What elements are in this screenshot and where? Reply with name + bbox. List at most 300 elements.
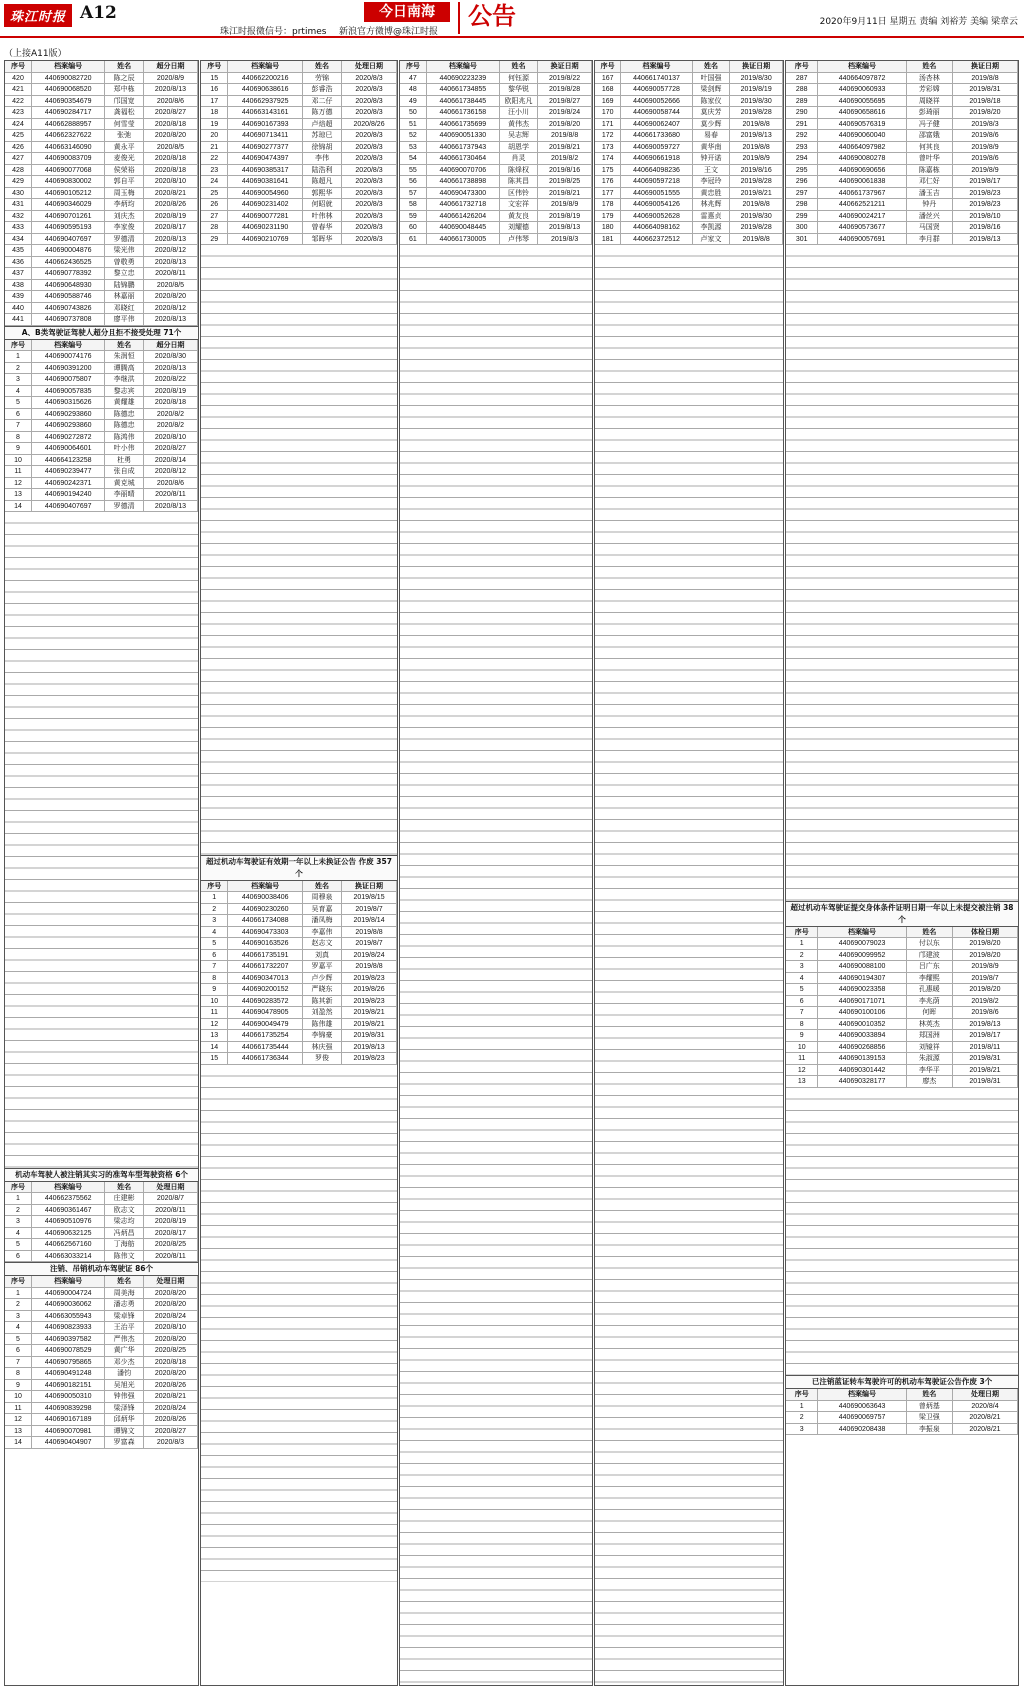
table-cell: 刘耀德	[500, 222, 538, 234]
table-cell: 440690060933	[818, 84, 906, 96]
table-cell: 2019/8/20	[953, 107, 1018, 119]
table-cell: 440662375562	[32, 1193, 105, 1205]
table-cell: 440690778392	[32, 268, 105, 280]
table-cell: 440690638616	[228, 84, 302, 96]
table-cell: 440690510976	[32, 1216, 105, 1228]
table-cell: 440690346029	[32, 199, 105, 211]
table-cell: 440661736158	[427, 107, 500, 119]
table-cell: 易春	[693, 130, 731, 142]
table-cell: 朱淑源	[907, 1053, 953, 1065]
table-cell: 176	[595, 176, 621, 188]
table-header-cell: 序号	[400, 61, 427, 73]
table-cell: 6	[201, 950, 228, 962]
table-cell: 440690048445	[427, 222, 500, 234]
table-cell: 2020/8/26	[144, 1380, 198, 1392]
table-cell: 440690200152	[228, 984, 302, 996]
caption-cancelled: 注销、吊销机动车驾驶证 86个	[5, 1262, 198, 1276]
table-cell: 2019/8/16	[538, 165, 592, 177]
table-cell: 440690064601	[32, 443, 105, 455]
table-header-cell: 序号	[786, 1389, 818, 1401]
table-cell: 陈德忠	[105, 409, 144, 421]
table-block	[786, 1389, 1018, 1435]
table-cell: 4	[786, 973, 818, 985]
table-cell: 440664123258	[32, 455, 105, 467]
table-cell: 郭熙华	[303, 188, 342, 200]
table-cell: 434	[5, 234, 32, 246]
table-cell: 陈万德	[303, 107, 342, 119]
table-cell: 297	[786, 188, 818, 200]
table-cell: 440662937925	[228, 96, 302, 108]
table-header-cell: 姓名	[303, 61, 342, 73]
table-cell: 4	[5, 386, 32, 398]
table-cell: 440690823933	[32, 1322, 105, 1334]
table-cell: 2020/8/26	[144, 1414, 198, 1426]
table-cell: 440690051330	[427, 130, 500, 142]
table-cell: 440690210769	[228, 234, 302, 246]
table-cell: 13	[5, 1426, 32, 1438]
table-cell: 刘盈然	[303, 1007, 342, 1019]
table-cell: 2020/8/3	[144, 1437, 198, 1449]
table-cell: 梁卫强	[907, 1412, 953, 1424]
table-cell: 8	[201, 973, 228, 985]
table-header-cell: 档案编号	[32, 61, 105, 73]
table-cell: 29	[201, 234, 228, 246]
table-cell: 300	[786, 222, 818, 234]
table-cell: 2020/8/24	[144, 1311, 198, 1323]
table-cell: 潘丝兴	[907, 211, 953, 223]
table-cell: 52	[400, 130, 427, 142]
table-cell: 2	[5, 1205, 32, 1217]
table-cell: 440661735699	[427, 119, 500, 131]
table-cell: 21	[201, 142, 228, 154]
table-header-cell: 姓名	[105, 61, 144, 73]
dateline: 2020年9月11日 星期五 责编 刘裕芳 美编 梁章云	[819, 17, 1018, 27]
table-cell: 12	[5, 1414, 32, 1426]
masthead-divider	[458, 2, 460, 34]
table-cell: 440690167189	[32, 1414, 105, 1426]
table-cell: 440690231190	[228, 222, 302, 234]
table-cell: 440690004876	[32, 245, 105, 257]
table-cell: 郑国洲	[907, 1030, 953, 1042]
table-cell: 2019/8/15	[342, 892, 397, 904]
table-cell: 莫庆芳	[693, 107, 731, 119]
column-3	[399, 60, 593, 1686]
table-block	[786, 61, 1018, 901]
records-table	[786, 927, 1018, 1088]
table-cell: 2019/8/20	[953, 938, 1018, 950]
table-cell: 440661734855	[427, 84, 500, 96]
table-cell: 7	[5, 420, 32, 432]
table-header-cell: 档案编号	[818, 61, 906, 73]
table-cell: 295	[786, 165, 818, 177]
newspaper-logo: 珠江时报	[4, 4, 72, 27]
table-cell: 440690478905	[228, 1007, 302, 1019]
table-cell: 440690038406	[228, 892, 302, 904]
table-cell: 2020/8/20	[144, 1368, 198, 1380]
table-cell: 440661737943	[427, 142, 500, 154]
table-block	[5, 340, 198, 1168]
table-cell: 2019/8/19	[538, 211, 592, 223]
table-cell: 1	[786, 938, 818, 950]
table-cell: 1	[786, 1401, 818, 1413]
table-cell: 李华平	[907, 1065, 953, 1077]
table-cell: 6	[786, 996, 818, 1008]
table-cell: 2020/8/3	[342, 165, 397, 177]
table-cell: 440661733680	[621, 130, 692, 142]
table-cell: 293	[786, 142, 818, 154]
table-cell: 2019/8/28	[730, 107, 783, 119]
table-cell: 50	[400, 107, 427, 119]
table-cell: 孔惠暖	[907, 984, 953, 996]
table-cell: 431	[5, 199, 32, 211]
table-header-cell: 档案编号	[32, 1182, 105, 1194]
table-cell: 440690100106	[818, 1007, 906, 1019]
table-cell: 2020/8/2	[144, 420, 198, 432]
table-cell: 何其良	[907, 142, 953, 154]
table-cell: 440690473300	[427, 188, 500, 200]
table-cell: 2019/8/8	[538, 130, 592, 142]
table-cell: 170	[595, 107, 621, 119]
table-cell: 440690223239	[427, 73, 500, 85]
table-cell: 437	[5, 268, 32, 280]
table-cell: 298	[786, 199, 818, 211]
table-cell: 谭锦文	[105, 1426, 144, 1438]
table-cell: 2020/8/14	[144, 455, 198, 467]
table-cell: 何雪莹	[105, 119, 144, 131]
table-continuation	[595, 245, 783, 1683]
table-cell: 2020/8/10	[144, 176, 198, 188]
table-cell: 2020/8/19	[144, 386, 198, 398]
table-cell: 2019/8/30	[730, 73, 783, 85]
table-cell: 2020/8/21	[144, 188, 198, 200]
table-continuation	[5, 512, 198, 1168]
table-cell: 426	[5, 142, 32, 154]
table-cell: 潘钧	[105, 1368, 144, 1380]
table-cell: 2	[5, 363, 32, 375]
table-cell: 严伟杰	[105, 1334, 144, 1346]
table-cell: 2020/8/21	[144, 1391, 198, 1403]
table-cell: 朱润恒	[105, 351, 144, 363]
table-header-cell: 序号	[5, 340, 32, 352]
table-header-cell: 档案编号	[228, 61, 302, 73]
table-cell: 11	[5, 1403, 32, 1415]
table-cell: 陈伟文	[105, 1251, 144, 1263]
table-cell: 438	[5, 280, 32, 292]
table-cell: 440690347013	[228, 973, 302, 985]
table-cell: 彭琦丽	[907, 107, 953, 119]
table-cell: 黄华南	[693, 142, 731, 154]
table-cell: 廖杰	[907, 1076, 953, 1088]
table-cell: 440690075807	[32, 374, 105, 386]
table-cell: 177	[595, 188, 621, 200]
table-cell: 440690050310	[32, 1391, 105, 1403]
table-cell: 吴志辉	[500, 130, 538, 142]
table-cell: 440664098236	[621, 165, 692, 177]
table-cell: 卢焙超	[303, 119, 342, 131]
table-cell: 440690167393	[228, 119, 302, 131]
table-cell: 440690284717	[32, 107, 105, 119]
table-cell: 2019/8/19	[730, 84, 783, 96]
table-cell: 440661736344	[228, 1053, 302, 1065]
table-cell: 7	[201, 961, 228, 973]
table-cell: 李凯源	[693, 222, 731, 234]
table-cell: 邵富娥	[907, 130, 953, 142]
table-cell: 440690597218	[621, 176, 692, 188]
table-cell: 2020/8/3	[342, 73, 397, 85]
table-cell: 2019/8/17	[953, 176, 1018, 188]
table-cell: 2019/8/10	[953, 211, 1018, 223]
table-cell: 2019/8/20	[953, 984, 1018, 996]
table-cell: 2019/8/20	[953, 950, 1018, 962]
table-cell: 钟丹	[907, 199, 953, 211]
table-cell: 周美海	[105, 1288, 144, 1300]
table-header-cell: 处理日期	[144, 1182, 198, 1194]
table-cell: 49	[400, 96, 427, 108]
table-cell: 叶国强	[693, 73, 731, 85]
table-cell: 2020/8/3	[342, 153, 397, 165]
table-cell: 2	[786, 950, 818, 962]
table-cell: 13	[786, 1076, 818, 1088]
table-cell: 叶小伟	[105, 443, 144, 455]
table-cell: 435	[5, 245, 32, 257]
table-cell: 440690057691	[818, 234, 906, 246]
table-cell: 罗德清	[105, 234, 144, 246]
table-cell: 2019/8/20	[538, 119, 592, 131]
table-cell: 440690033894	[818, 1030, 906, 1042]
table-cell: 9	[5, 1380, 32, 1392]
table-cell: 2020/8/25	[144, 1345, 198, 1357]
table-cell: 2020/8/27	[144, 1426, 198, 1438]
table-cell: 16	[201, 84, 228, 96]
table-cell: 440664097982	[818, 142, 906, 154]
table-cell: 440690105212	[32, 188, 105, 200]
table-cell: 2020/8/6	[144, 96, 198, 108]
table-cell: 王治平	[105, 1322, 144, 1334]
table-cell: 曾春华	[303, 222, 342, 234]
table-cell: 郑中栋	[105, 84, 144, 96]
table-cell: 2020/8/11	[144, 1251, 198, 1263]
table-cell: 436	[5, 257, 32, 269]
table-cell: 440690061838	[818, 176, 906, 188]
table-cell: 卢少辉	[303, 973, 342, 985]
table-cell: 11	[5, 466, 32, 478]
table-cell: 2019/8/14	[342, 915, 397, 927]
table-cell: 2019/8/23	[342, 973, 397, 985]
table-block	[5, 1182, 198, 1263]
table-cell: 黄克城	[105, 478, 144, 490]
table-cell: 2020/8/18	[144, 153, 198, 165]
table-header-cell: 姓名	[907, 61, 953, 73]
table-cell: 11	[201, 1007, 228, 1019]
table-cell: 2019/8/7	[953, 973, 1018, 985]
table-cell: 2019/8/31	[953, 1053, 1018, 1065]
table-cell: 27	[201, 211, 228, 223]
table-cell: 3	[786, 961, 818, 973]
table-cell: 48	[400, 84, 427, 96]
table-cell: 440664097872	[818, 73, 906, 85]
table-cell: 5	[5, 397, 32, 409]
table-cell: 2019/8/13	[538, 222, 592, 234]
table-cell: 17	[201, 96, 228, 108]
table-cell: 440690272872	[32, 432, 105, 444]
table-cell: 黄耀雄	[105, 397, 144, 409]
table-cell: 14	[5, 501, 32, 513]
table-cell: 李冠玲	[693, 176, 731, 188]
table-cell: 440661738898	[427, 176, 500, 188]
records-table	[201, 881, 397, 1065]
wechat-id: 珠江时报微信号：prtimes	[220, 27, 327, 37]
table-cell: 291	[786, 119, 818, 131]
table-cell: 9	[786, 1030, 818, 1042]
table-cell: 440661737967	[818, 188, 906, 200]
table-cell: 邓二仔	[303, 96, 342, 108]
table-cell: 曾叶华	[907, 153, 953, 165]
table-cell: 谭腾高	[105, 363, 144, 375]
table-cell: 2020/8/17	[144, 222, 198, 234]
table-cell: 440690713411	[228, 130, 302, 142]
table-cell: 421	[5, 84, 32, 96]
table-cell: 2020/8/20	[144, 1288, 198, 1300]
table-cell: 440690407697	[32, 234, 105, 246]
table-header-cell: 档案编号	[32, 1276, 105, 1288]
table-cell: 440690070706	[427, 165, 500, 177]
table-cell: 2020/8/11	[144, 489, 198, 501]
table-cell: 440690194240	[32, 489, 105, 501]
table-header-cell: 换证日期	[538, 61, 592, 73]
table-cell: 12	[5, 478, 32, 490]
table-cell: 邝国宽	[105, 96, 144, 108]
table-cell: 440661735254	[228, 1030, 302, 1042]
table-cell: 2019/8/2	[538, 153, 592, 165]
table-cell: 2019/8/8	[730, 119, 783, 131]
table-cell: 2019/8/11	[953, 1042, 1018, 1054]
table-cell: 440690063643	[818, 1401, 906, 1413]
table-cell: 黄忠胜	[693, 188, 731, 200]
table-cell: 罗俊	[303, 1053, 342, 1065]
table-cell: 2019/8/9	[538, 199, 592, 211]
table-cell: 林庆强	[303, 1042, 342, 1054]
table-cell: 9	[201, 984, 228, 996]
table-cell: 26	[201, 199, 228, 211]
table-block	[201, 881, 397, 1583]
table-cell: 440690077281	[228, 211, 302, 223]
table-cell: 440661738445	[427, 96, 500, 108]
table-cell: 2019/8/23	[342, 1053, 397, 1065]
table-cell: 178	[595, 199, 621, 211]
table-cell: 林嘉丽	[105, 291, 144, 303]
table-cell: 汤杏林	[907, 73, 953, 85]
table-cell: 梁泽锋	[105, 1403, 144, 1415]
table-cell: 吴育嘉	[303, 904, 342, 916]
table-cell: 2	[786, 1412, 818, 1424]
table-cell: 2019/8/9	[953, 142, 1018, 154]
table-cell: 2020/8/12	[144, 245, 198, 257]
table-cell: 15	[201, 73, 228, 85]
table-cell: 440662888957	[32, 119, 105, 131]
table-cell: 吴旭光	[105, 1380, 144, 1392]
table-cell: 2019/8/6	[953, 130, 1018, 142]
table-cell: 440690208438	[818, 1424, 906, 1436]
table-cell: 罗富森	[105, 1437, 144, 1449]
table-cell: 2019/8/25	[538, 176, 592, 188]
table-cell: 马国贤	[907, 222, 953, 234]
table-cell: 440690576319	[818, 119, 906, 131]
table-cell: 440690182151	[32, 1380, 105, 1392]
table-cell: 陈超凡	[303, 176, 342, 188]
table-cell: 440690057728	[621, 84, 692, 96]
table-cell: 张弛	[105, 130, 144, 142]
table-cell: 2019/8/28	[730, 222, 783, 234]
table-cell: 440661734088	[228, 915, 302, 927]
table-cell: 张自成	[105, 466, 144, 478]
page-number: A12	[80, 3, 117, 23]
table-cell: 2019/8/26	[342, 984, 397, 996]
table-cell: 2020/8/20	[144, 1299, 198, 1311]
table-cell: 黎华锐	[500, 84, 538, 96]
table-cell: 李继洪	[105, 374, 144, 386]
table-header-cell: 档案编号	[427, 61, 500, 73]
table-cell: 22	[201, 153, 228, 165]
table-cell: 2019/8/13	[342, 1042, 397, 1054]
table-cell: 2019/8/3	[538, 234, 592, 246]
table-header-cell: 处理日期	[953, 1389, 1018, 1401]
table-cell: 3	[5, 1216, 32, 1228]
table-cell: 2020/8/9	[144, 73, 198, 85]
table-cell: 440690328177	[818, 1076, 906, 1088]
table-cell: 2020/8/20	[144, 1334, 198, 1346]
table-cell: 175	[595, 165, 621, 177]
table-cell: 2020/8/11	[144, 268, 198, 280]
table-cell: 2020/8/18	[144, 165, 198, 177]
table-cell: 李家俊	[105, 222, 144, 234]
table-cell: 439	[5, 291, 32, 303]
table-cell: 10	[786, 1042, 818, 1054]
table-cell: 61	[400, 234, 427, 246]
table-cell: 赵志文	[303, 938, 342, 950]
table-block	[786, 927, 1018, 1376]
table-cell: 严晓东	[303, 984, 342, 996]
caption-license-void: 已注销蓝证转车驾驶许可的机动车驾驶证公告作废 3个	[786, 1375, 1018, 1389]
table-cell: 7	[786, 1007, 818, 1019]
table-cell: 刘庆杰	[105, 211, 144, 223]
table-cell: 60	[400, 222, 427, 234]
table-cell: 440690069757	[818, 1412, 906, 1424]
table-cell: 欧志文	[105, 1205, 144, 1217]
table-cell: 47	[400, 73, 427, 85]
table-cell: 陆锦鹏	[105, 280, 144, 292]
column-2	[200, 60, 398, 1686]
table-cell: 9	[5, 443, 32, 455]
table-cell: 陈烽权	[500, 165, 538, 177]
table-cell: 2019/8/31	[953, 1076, 1018, 1088]
table-cell: 54	[400, 153, 427, 165]
table-block	[400, 61, 592, 1683]
table-cell: 2019/8/27	[538, 96, 592, 108]
table-cell: 2020/8/19	[144, 211, 198, 223]
table-cell: 440690230260	[228, 904, 302, 916]
table-cell: 付以东	[907, 938, 953, 950]
table-cell: 440690060040	[818, 130, 906, 142]
table-cell: 440690277377	[228, 142, 302, 154]
table-cell: 432	[5, 211, 32, 223]
table-cell: 13	[5, 489, 32, 501]
table-cell: 罗德清	[105, 501, 144, 513]
table-cell: 440690059727	[621, 142, 692, 154]
table-header-cell: 序号	[201, 61, 228, 73]
table-cell: 2020/8/25	[144, 1239, 198, 1251]
table-cell: 2020/8/4	[953, 1401, 1018, 1413]
table-cell: 卢伟琴	[500, 234, 538, 246]
